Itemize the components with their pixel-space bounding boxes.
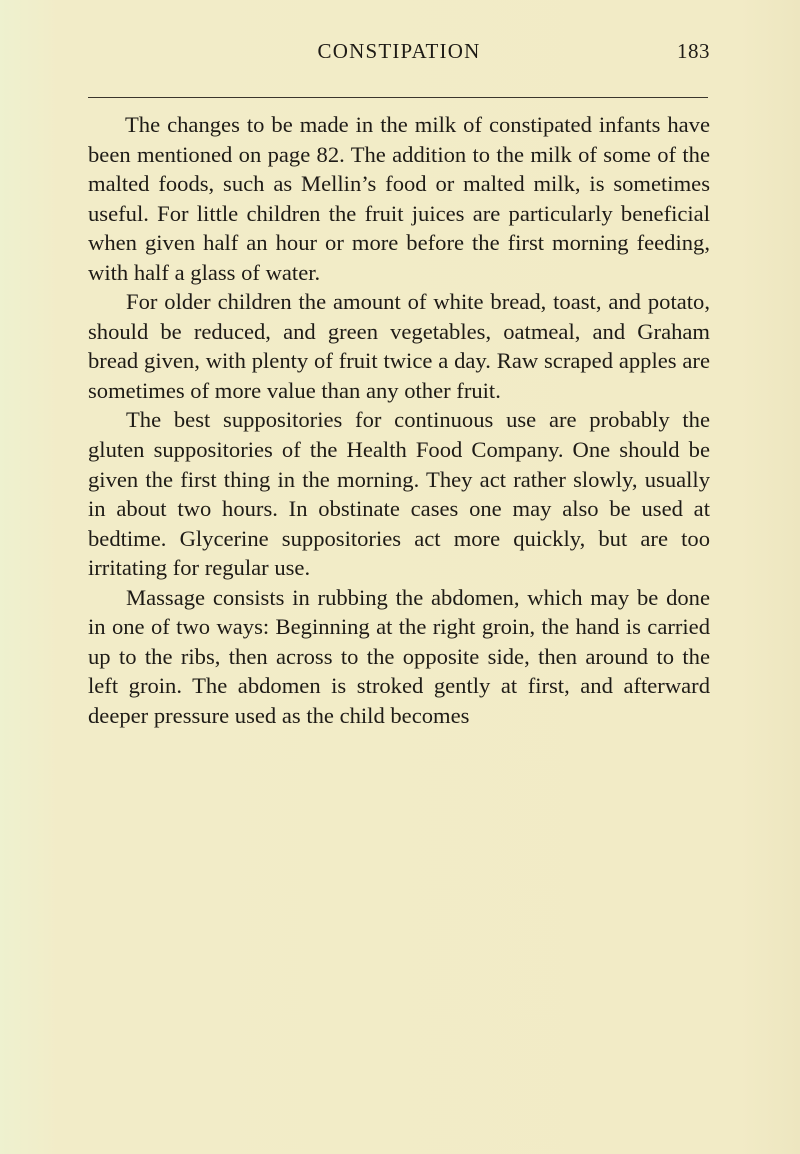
- body-text: [88, 110, 710, 730]
- paragraph-massage: Massage consists in rubbing the abdomen, which may be done in one of two ways: Beginning at the right groin, the hand is carried up to the ribs, then across to the opposite side, then around to the left groin. The abdomen is stroked gently at first, and afterward deeper pressure used as the child becomes: [88, 584, 710, 728]
- header-rule: [88, 97, 708, 98]
- running-head: [88, 36, 710, 66]
- paragraph-older-children-diet: For older children the amount of white bread, toast, and potato, should be reduced, and green vegetables, oatmeal, and Graham bread given, with plenty of fruit twice a day. Raw scraped apples are sometimes of more value than any other fruit.: [88, 289, 710, 403]
- page-number: 183: [677, 39, 710, 63]
- running-title: CONSTIPATION: [317, 39, 481, 63]
- paragraph-suppositories: The best suppositories for continuous use are probably the gluten suppositories of the Health Food Company. One should be given the first thing in the morning. They act rather slowly, usually in about two hours. In obstinate cases one may also be used at bedtime. Glycerine suppositories act more quickly, but are too irritating for regular use.: [88, 407, 710, 581]
- paragraph-infant-milk: The changes to be made in the milk of constipated infants have been mentioned on page 82. The addition to the milk of some of the malted foods, such as Mellin’s food or malted milk, is sometimes useful. For little children the fruit juices are particularly beneficial when given half an hour or more before the first morning feeding, with half a glass of water.: [88, 112, 710, 285]
